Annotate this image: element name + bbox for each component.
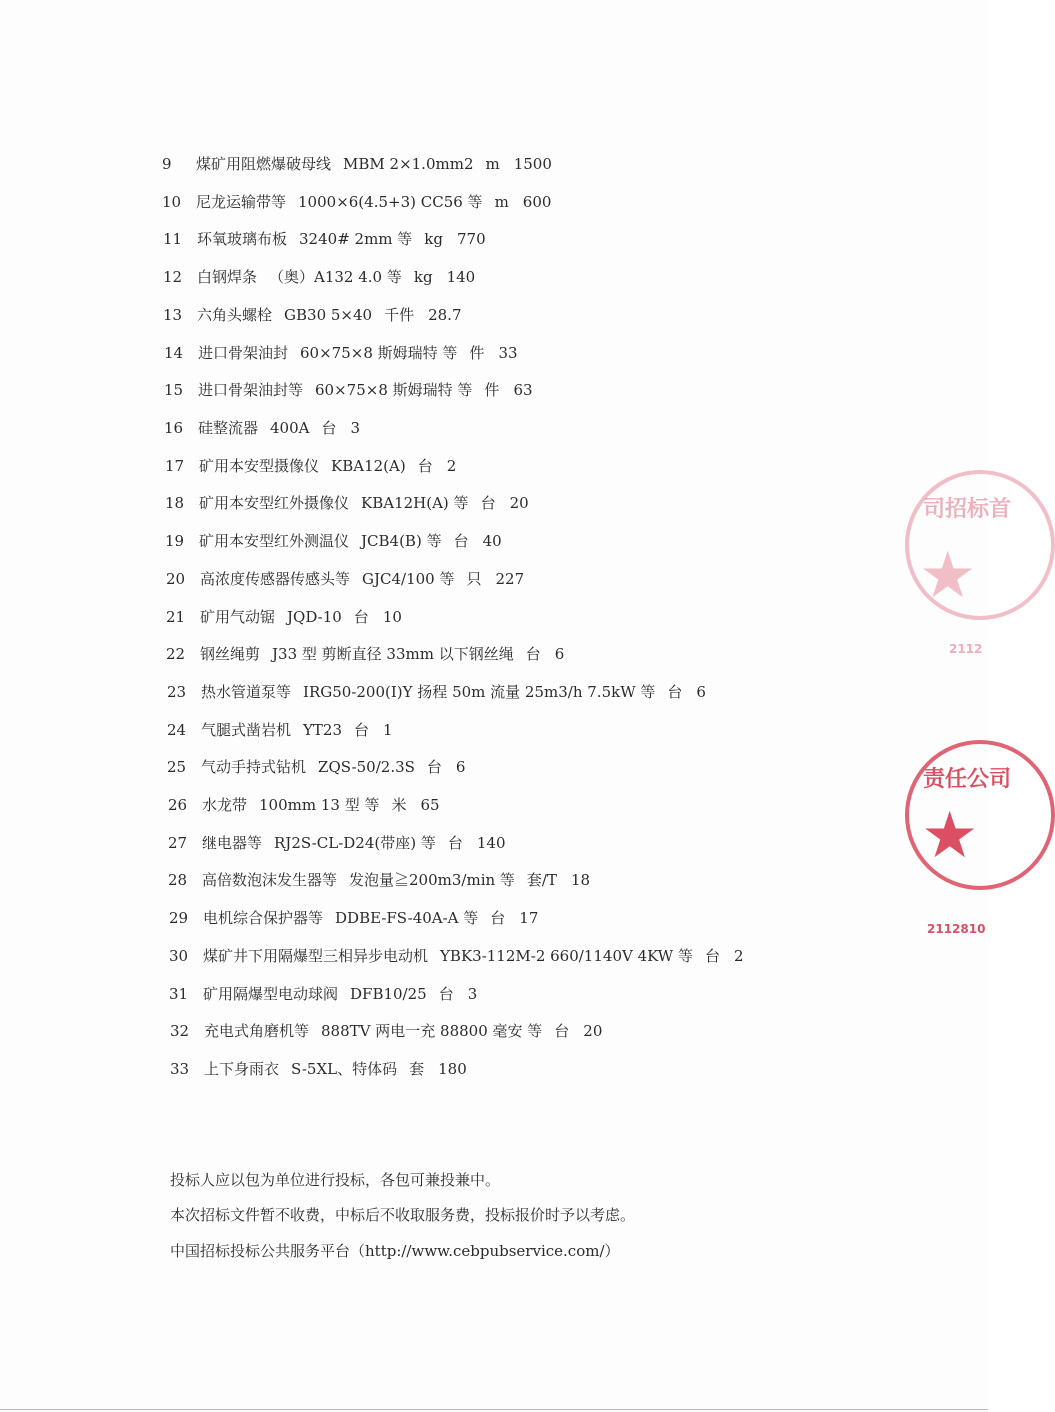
item-name: 高浓度传感器传感头等 bbox=[200, 570, 351, 588]
seal-upper-code: 2112 bbox=[949, 642, 983, 656]
item-number: 32 bbox=[170, 1022, 190, 1040]
item-quantity: 28.7 bbox=[428, 306, 462, 324]
item-row bbox=[165, 491, 529, 515]
item-quantity: 770 bbox=[457, 230, 486, 248]
item-row bbox=[168, 793, 440, 817]
item-spec: 3240# 2mm 等 bbox=[299, 230, 413, 248]
item-name: 热水管道泵等 bbox=[201, 683, 292, 701]
item-name: 尼龙运输带等 bbox=[196, 193, 287, 211]
item-unit: 台 bbox=[490, 909, 506, 927]
item-unit: kg bbox=[413, 268, 433, 286]
item-spec: MBM 2×1.0mm2 bbox=[343, 155, 474, 173]
item-number: 30 bbox=[169, 947, 189, 965]
item-row bbox=[164, 378, 533, 402]
item-row bbox=[169, 982, 477, 1006]
item-quantity: 40 bbox=[482, 532, 502, 550]
item-quantity: 63 bbox=[513, 381, 533, 399]
item-unit: 台 bbox=[447, 834, 463, 852]
item-spec: IRG50-200(I)Y 扬程 50m 流量 25m3/h 7.5kW 等 bbox=[303, 683, 656, 701]
item-quantity: 140 bbox=[476, 834, 506, 852]
item-number: 22 bbox=[166, 645, 186, 663]
item-unit: 台 bbox=[554, 1022, 570, 1040]
item-quantity: 227 bbox=[495, 570, 525, 588]
item-unit: 台 bbox=[417, 457, 433, 475]
item-quantity: 2 bbox=[734, 947, 744, 965]
item-quantity: 65 bbox=[420, 796, 440, 814]
item-quantity: 20 bbox=[509, 494, 529, 512]
item-name: 气腿式凿岩机 bbox=[201, 721, 292, 739]
item-number: 13 bbox=[163, 306, 183, 324]
item-name: 矿用隔爆型电动球阀 bbox=[203, 985, 339, 1003]
item-unit: 台 bbox=[353, 608, 369, 626]
item-row bbox=[166, 605, 402, 629]
item-number: 21 bbox=[166, 608, 186, 626]
item-name: 充电式角磨机等 bbox=[204, 1022, 310, 1040]
item-name: 硅整流器 bbox=[198, 419, 259, 437]
item-spec: （奥）A132 4.0 等 bbox=[269, 268, 402, 286]
item-row bbox=[170, 1019, 602, 1043]
note-platform: 中国招标投标公共服务平台（http://www.cebpubservice.com/） bbox=[170, 1242, 620, 1260]
item-unit: m bbox=[494, 193, 509, 211]
item-quantity: 180 bbox=[438, 1060, 467, 1078]
item-spec: JQD-10 bbox=[287, 608, 342, 626]
item-unit: 套 bbox=[409, 1060, 425, 1078]
item-quantity: 6 bbox=[554, 645, 565, 663]
item-row bbox=[162, 190, 551, 214]
item-name: 矿用本安型红外测温仪 bbox=[199, 532, 350, 550]
official-seal-upper bbox=[905, 470, 1055, 656]
seal-upper-star-icon: ★ bbox=[919, 539, 977, 613]
item-row bbox=[165, 454, 456, 478]
item-row bbox=[169, 944, 744, 968]
seal-upper-text: 司招标首 bbox=[923, 497, 1012, 522]
item-row bbox=[168, 868, 590, 892]
item-name: 煤矿用阻燃爆破母线 bbox=[196, 155, 332, 173]
item-number: 15 bbox=[164, 381, 184, 399]
item-name: 高倍数泡沫发生器等 bbox=[202, 871, 338, 889]
item-spec: 1000×6(4.5+3) CC56 等 bbox=[298, 193, 483, 211]
item-spec: J33 型 剪断直径 33mm 以下钢丝绳 bbox=[272, 645, 514, 663]
item-spec: 60×75×8 斯姆瑞特 等 bbox=[300, 344, 458, 362]
item-row bbox=[164, 416, 360, 440]
item-name: 煤矿井下用隔爆型三相异步电动机 bbox=[203, 947, 429, 965]
item-quantity: 1 bbox=[383, 721, 393, 739]
note-fee: 本次招标文件暂不收费，中标后不收取服务费，投标报价时予以考虑。 bbox=[170, 1206, 636, 1224]
item-unit: 台 bbox=[480, 494, 496, 512]
item-unit: 只 bbox=[466, 570, 482, 588]
item-quantity: 2 bbox=[446, 457, 457, 475]
note-bidding-package: 投标人应以包为单位进行投标，各包可兼投兼中。 bbox=[170, 1171, 501, 1189]
item-number: 10 bbox=[162, 193, 182, 211]
item-spec: 400A bbox=[270, 419, 310, 437]
item-name: 进口骨架油封等 bbox=[198, 381, 304, 399]
item-quantity: 10 bbox=[382, 608, 402, 626]
item-number: 23 bbox=[167, 683, 187, 701]
item-row bbox=[163, 265, 475, 289]
item-row bbox=[167, 680, 706, 704]
item-unit: 件 bbox=[469, 344, 485, 362]
item-number: 31 bbox=[169, 985, 189, 1003]
item-quantity: 1500 bbox=[513, 155, 552, 173]
item-quantity: 140 bbox=[446, 268, 476, 286]
item-number: 12 bbox=[163, 268, 183, 286]
item-quantity: 600 bbox=[522, 193, 552, 211]
item-row bbox=[169, 906, 538, 930]
item-spec: 60×75×8 斯姆瑞特 等 bbox=[315, 381, 473, 399]
item-row bbox=[166, 642, 564, 666]
item-unit: 千件 bbox=[384, 306, 415, 324]
item-row bbox=[170, 1057, 467, 1081]
scan-bottom-edge bbox=[0, 1409, 988, 1410]
item-spec: GJC4/100 等 bbox=[362, 570, 455, 588]
item-spec: KBA12H(A) 等 bbox=[361, 494, 469, 512]
item-name: 继电器等 bbox=[202, 834, 263, 852]
item-name: 矿用本安型红外摄像仪 bbox=[199, 494, 350, 512]
item-number: 24 bbox=[167, 721, 187, 739]
item-number: 14 bbox=[164, 344, 184, 362]
item-quantity: 33 bbox=[498, 344, 518, 362]
item-name: 白钢焊条 bbox=[197, 268, 258, 286]
item-number: 17 bbox=[165, 457, 185, 475]
item-number: 11 bbox=[163, 230, 183, 248]
item-spec: S-5XL、特体码 bbox=[291, 1060, 398, 1078]
item-quantity: 6 bbox=[696, 683, 706, 701]
item-number: 33 bbox=[170, 1060, 190, 1078]
item-number: 18 bbox=[165, 494, 185, 512]
item-row bbox=[167, 755, 465, 779]
item-row bbox=[162, 152, 552, 176]
item-name: 环氧玻璃布板 bbox=[197, 230, 288, 248]
item-number: 27 bbox=[168, 834, 188, 852]
item-spec: RJ2S-CL-D24(带座) 等 bbox=[274, 834, 436, 852]
item-row bbox=[166, 567, 524, 591]
item-name: 上下身雨衣 bbox=[204, 1060, 280, 1078]
item-spec: YT23 bbox=[303, 721, 343, 739]
item-number: 20 bbox=[166, 570, 186, 588]
seal-lower-star-icon: ★ bbox=[921, 799, 979, 873]
item-row bbox=[168, 831, 506, 855]
seal-lower-code: 2112810 bbox=[927, 922, 986, 936]
item-unit: 台 bbox=[705, 947, 721, 965]
item-quantity: 17 bbox=[519, 909, 539, 927]
item-unit: 台 bbox=[354, 721, 370, 739]
item-name: 矿用气动锯 bbox=[200, 608, 276, 626]
item-unit: 台 bbox=[438, 985, 454, 1003]
item-unit: 件 bbox=[484, 381, 500, 399]
item-spec: 888TV 两电一充 88800 毫安 等 bbox=[321, 1022, 543, 1040]
item-number: 16 bbox=[164, 419, 184, 437]
item-row bbox=[163, 227, 486, 251]
item-quantity: 3 bbox=[467, 985, 478, 1003]
item-spec: GB30 5×40 bbox=[284, 306, 373, 324]
item-number: 28 bbox=[168, 871, 188, 889]
item-unit: 台 bbox=[667, 683, 683, 701]
item-quantity: 6 bbox=[455, 758, 466, 776]
item-spec: YBK3-112M-2 660/1140V 4KW 等 bbox=[440, 947, 693, 965]
item-spec: KBA12(A) bbox=[331, 457, 406, 475]
item-name: 电机综合保护器等 bbox=[203, 909, 324, 927]
item-spec: DDBE-FS-40A-A 等 bbox=[335, 909, 479, 927]
item-name: 气动手持式钻机 bbox=[201, 758, 307, 776]
item-spec: JCB4(B) 等 bbox=[361, 532, 442, 550]
item-row bbox=[163, 303, 462, 327]
item-number: 26 bbox=[168, 796, 188, 814]
item-number: 25 bbox=[167, 758, 187, 776]
item-row bbox=[167, 718, 393, 742]
item-unit: 台 bbox=[321, 419, 337, 437]
item-spec: 发泡量≧200m3/min 等 bbox=[349, 871, 515, 889]
item-spec: DFB10/25 bbox=[350, 985, 427, 1003]
item-unit: 套/T bbox=[526, 871, 557, 889]
item-number: 29 bbox=[169, 909, 189, 927]
item-name: 钢丝绳剪 bbox=[200, 645, 261, 663]
seal-lower-text: 责任公司 bbox=[923, 767, 1012, 792]
item-number: 19 bbox=[165, 532, 185, 550]
item-row bbox=[164, 341, 518, 365]
item-row bbox=[165, 529, 502, 553]
item-name: 水龙带 bbox=[202, 796, 248, 814]
item-spec: ZQS-50/2.3S bbox=[318, 758, 415, 776]
item-unit: 台 bbox=[453, 532, 469, 550]
item-number: 9 bbox=[162, 155, 172, 173]
item-unit: 台 bbox=[426, 758, 442, 776]
item-unit: kg bbox=[424, 230, 443, 248]
item-unit: 米 bbox=[391, 796, 407, 814]
item-quantity: 20 bbox=[583, 1022, 603, 1040]
item-name: 六角头螺栓 bbox=[197, 306, 273, 324]
item-quantity: 18 bbox=[570, 871, 591, 889]
item-name: 进口骨架油封 bbox=[198, 344, 289, 362]
item-spec: 100mm 13 型 等 bbox=[259, 796, 380, 814]
item-unit: 台 bbox=[525, 645, 541, 663]
item-quantity: 3 bbox=[350, 419, 361, 437]
item-unit: m bbox=[485, 155, 500, 173]
item-name: 矿用本安型摄像仪 bbox=[199, 457, 320, 475]
official-seal-lower bbox=[905, 740, 1055, 936]
